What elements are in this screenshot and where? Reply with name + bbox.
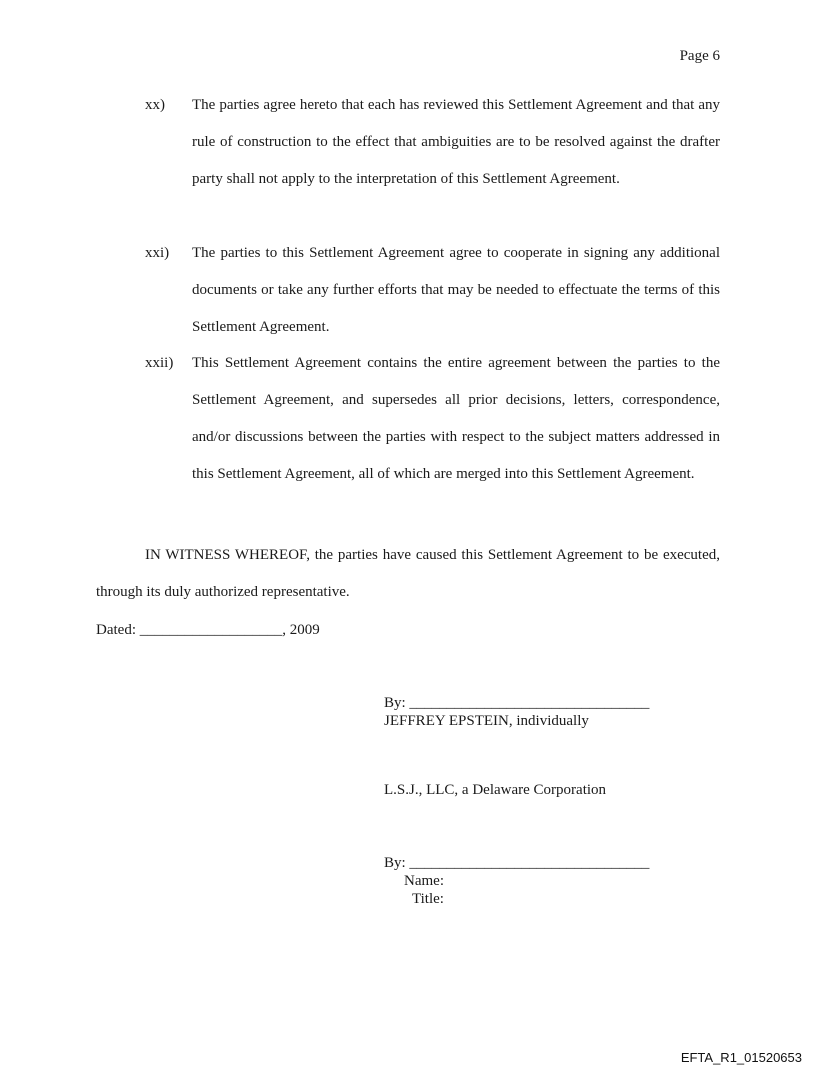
clause-number: xx) <box>145 97 165 113</box>
entity-name: L.S.J., LLC, a Delaware Corporation <box>384 782 607 798</box>
signatory-name: JEFFREY EPSTEIN, individually <box>384 713 589 729</box>
clause-text: This Settlement Agreement contains the entire agreement between the parties to the Settlement Agreement, and supersedes all prior decisions, letters, correspondence, and/or discussions between the parties with respect to the subject matters addressed in this Settlement Agreement, all of which are merged into this Settlement Agreement. <box>192 355 720 482</box>
clause-xxi <box>145 235 720 346</box>
name-label: Name: <box>404 873 444 889</box>
signature-block-epstein <box>384 694 649 730</box>
page-number: Page 6 <box>679 48 720 64</box>
signature-line: By: ________________________________ <box>384 695 650 711</box>
clause-text: The parties to this Settlement Agreement agree to cooperate in signing any additional documents or take any further efforts that may be needed to effectuate the terms of this Settlement Agreement. <box>192 245 720 335</box>
signature-line: By: ________________________________ <box>384 855 650 871</box>
title-label: Title: <box>412 891 444 907</box>
clause-xxii <box>145 345 720 493</box>
clause-text: The parties agree hereto that each has reviewed this Settlement Agreement and that any rule of construction to the effect that ambiguities are to be resolved against the drafter party shall not apply to the interpretation of this Settlement Agreement. <box>192 97 720 187</box>
bates-number: EFTA_R1_01520653 <box>680 1050 802 1065</box>
clause-xx <box>145 87 720 198</box>
witness-paragraph: IN WITNESS WHEREOF, the parties have caused this Settlement Agreement to be executed, through its duly authorized representative. <box>96 547 720 600</box>
dated-line: Dated: ___________________, 2009 <box>96 622 320 638</box>
clause-number: xxi) <box>145 245 170 261</box>
signature-block-lsj <box>384 854 649 908</box>
clause-number: xxii) <box>145 355 174 371</box>
